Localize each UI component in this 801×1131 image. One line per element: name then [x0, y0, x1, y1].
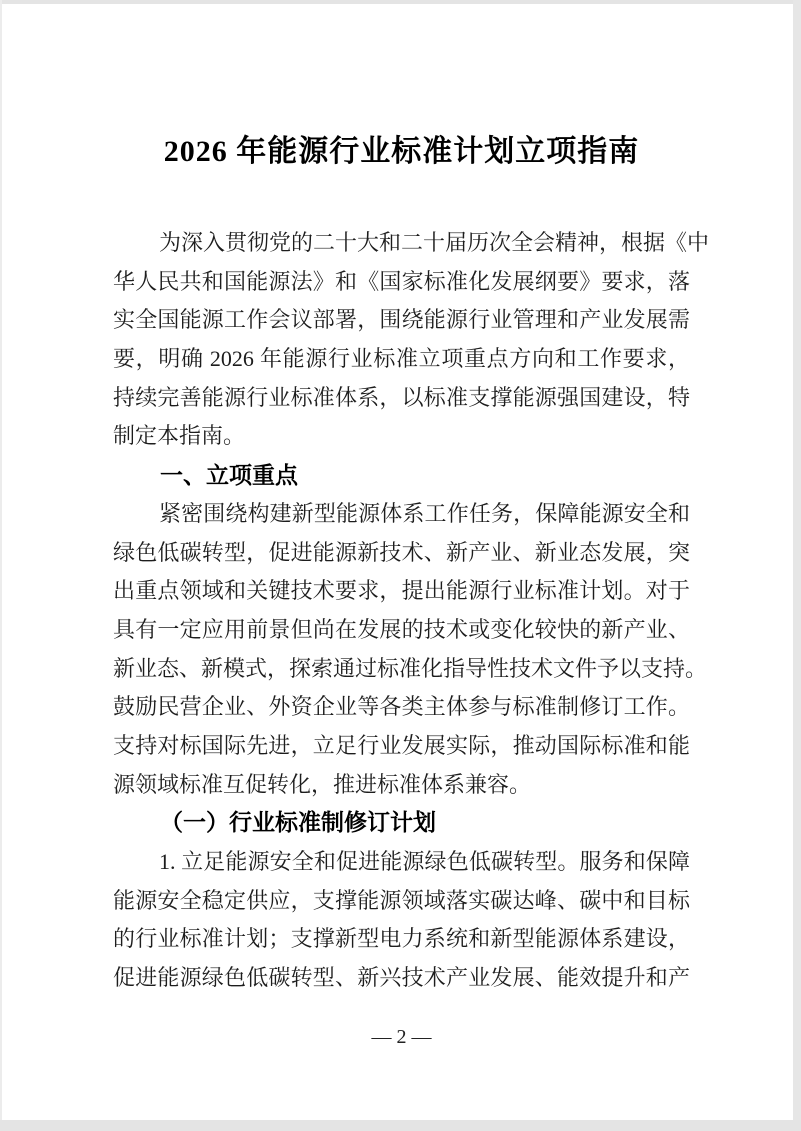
text-line: 支持对标国际先进，立足行业发展实际，推动国际标准和能 — [113, 732, 690, 758]
scan-edge-left — [0, 0, 2, 1131]
document-body — [113, 224, 710, 998]
text-line: 绿色低碳转型，促进能源新技术、新产业、新业态发展，突 — [113, 539, 690, 565]
text-line: 鼓励民营企业、外资企业等各类主体参与标准制修订工作。 — [113, 694, 690, 720]
text-line: 能源安全稳定供应，支撑能源领域落实碳达峰、碳中和目标 — [113, 887, 690, 913]
text-line: 为深入贯彻党的二十大和二十届历次全会精神，根据《中 — [159, 230, 710, 255]
text-line: 新业态、新模式，探索通过标准化指导性技术文件予以支持。 — [113, 655, 708, 681]
text-line: 要，明确 2026 年能源行业标准立项重点方向和工作要求， — [113, 346, 690, 372]
scan-edge-bottom — [0, 1120, 801, 1131]
scan-edge-top — [0, 0, 801, 4]
text-line: 源领域标准互促转化，推进标准体系兼容。 — [113, 771, 532, 797]
page-number: — 2 — — [371, 1026, 432, 1048]
text-line: 紧密围绕构建新型能源体系工作任务，保障能源安全和 — [159, 500, 690, 526]
text-line: 实全国能源工作会议部署，围绕能源行业管理和产业发展需 — [113, 307, 690, 333]
text-line: 出重点领域和关键技术要求，提出能源行业标准计划。对于 — [113, 578, 690, 604]
text-line: 持续完善能源行业标准体系，以标准支撑能源强国建设，特 — [113, 384, 690, 410]
scan-edge-right — [793, 0, 801, 1131]
document-title: 2026 年能源行业标准计划立项指南 — [163, 135, 640, 168]
text-line: 的行业标准计划；支撑新型电力系统和新型能源体系建设， — [113, 926, 690, 952]
text-line: 促进能源绿色低碳转型、新兴技术产业发展、能效提升和产 — [113, 965, 690, 991]
text-line: 1. 立足能源安全和促进能源绿色低碳转型。服务和保障 — [159, 849, 690, 874]
text-line: 华人民共和国能源法》和《国家标准化发展纲要》要求，落 — [113, 268, 690, 294]
section-heading: （一）行业标准制修订计划 — [160, 810, 436, 836]
section-heading: 一、立项重点 — [160, 462, 298, 489]
text-line: 制定本指南。 — [113, 423, 246, 449]
text-line: 具有一定应用前景但尚在发展的技术或变化较快的新产业、 — [113, 616, 690, 642]
